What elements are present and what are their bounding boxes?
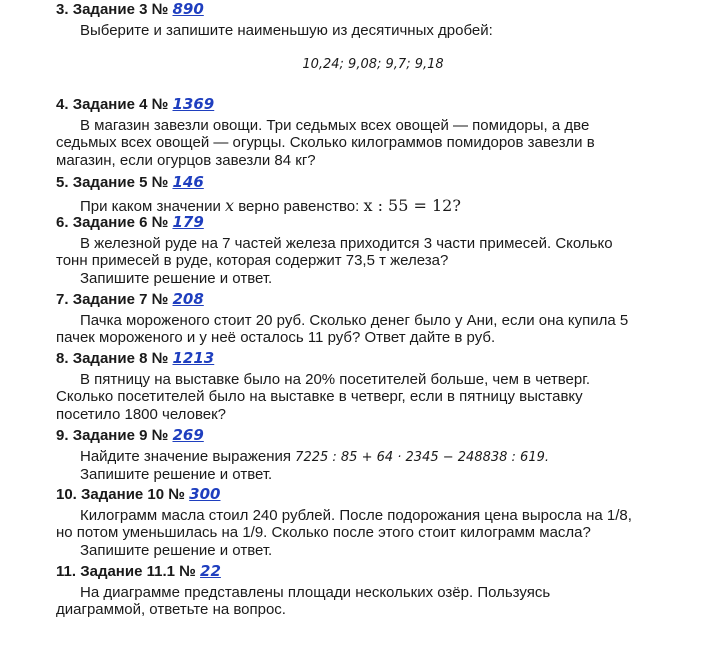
task-7 <box>56 290 690 347</box>
task-10 <box>56 485 690 559</box>
task-11-text: На диаграмме представлены площади нескольких озёр. Пользуясь диаграммой, ответьте на вопрос. <box>56 584 551 619</box>
task-6-link[interactable]: 179 <box>172 213 204 231</box>
task-7-link[interactable]: 208 <box>172 290 204 308</box>
task-3-text: Выберите и запишите наименьшую из десятичных дробей: <box>80 22 493 39</box>
task-4-link[interactable]: 1369 <box>172 95 215 113</box>
task-4-text: В магазин завезли овощи. Три седьмых всех овощей — помидоры, а две седьмых всех овощей — огурцы. Сколько килограммов помидоров завезли в магазин, если огурцов завезли 84 кг? <box>56 117 595 169</box>
task-number: 3. <box>56 1 69 18</box>
variable-x: x <box>225 196 235 215</box>
task-9 <box>56 426 690 484</box>
task-5-header: 5. Задание 5 № 146 <box>56 173 204 191</box>
task-7-header: 7. Задание 7 № 208 <box>56 290 204 308</box>
task-10-header: 10. Задание 10 № 300 <box>56 485 221 503</box>
task-10-link[interactable]: 300 <box>189 485 221 503</box>
task-11-header: 11. Задание 11.1 № 22 <box>56 562 221 580</box>
task-6 <box>56 213 690 287</box>
task-7-text: Пачка мороженого стоит 20 руб. Сколько денег было у Ани, если она купила 5 пачек мороженого и у неё осталось 11 руб? Ответ дайте в руб. <box>56 312 629 347</box>
task-5-link[interactable]: 146 <box>172 173 204 191</box>
task-4-header: 4. Задание 4 № 1369 <box>56 95 215 113</box>
task-5-text: При каком значении x верно равенство: x : 55 = 12? <box>80 196 461 215</box>
task-3 <box>56 0 690 72</box>
task-4 <box>56 95 690 169</box>
task-9-text: Найдите значение выражения 7225 : 85 + 64 · 2345 − 248838 : 619. Запишите решение и ответ. <box>80 448 549 484</box>
task-9-link[interactable]: 269 <box>172 426 204 444</box>
equation: x : 55 = 12? <box>363 196 461 215</box>
task-11 <box>56 562 690 619</box>
task-3-header <box>56 0 690 19</box>
task-label: Задание 3 № <box>72 1 169 18</box>
task-8 <box>56 349 690 423</box>
task-10-text: Килограмм масла стоил 240 рублей. После подорожания цена выросла на 1/8, но потом уменьшилась на 1/9. Сколько после этого стоит килограмм масла? Запишите решение и ответ. <box>56 507 632 559</box>
task-6-header: 6. Задание 6 № 179 <box>56 213 204 231</box>
task-8-text: В пятницу на выставке было на 20% посетителей больше, чем в четверг. Сколько посетителей было на выставке в четверг, если в пятницу выставку посетило 1800 человек? <box>56 371 591 423</box>
task-6-text: В железной руде на 7 частей железа приходится 3 части примесей. Сколько тонн примесей в руде, которая содержит 73,5 т железа? Запишите решение и ответ. <box>56 235 613 287</box>
task-11-link[interactable]: 22 <box>200 562 221 580</box>
decimal-fractions: 10,24; 9,08; 9,7; 9,18 <box>302 57 444 73</box>
task-5 <box>56 173 690 215</box>
expression: 7225 : 85 + 64 · 2345 − 248838 : 619. <box>295 450 549 465</box>
task-8-link[interactable]: 1213 <box>172 349 215 367</box>
task-8-header: 8. Задание 8 № 1213 <box>56 349 215 367</box>
task-3-link[interactable]: 890 <box>172 0 204 18</box>
task-9-header: 9. Задание 9 № 269 <box>56 426 204 444</box>
